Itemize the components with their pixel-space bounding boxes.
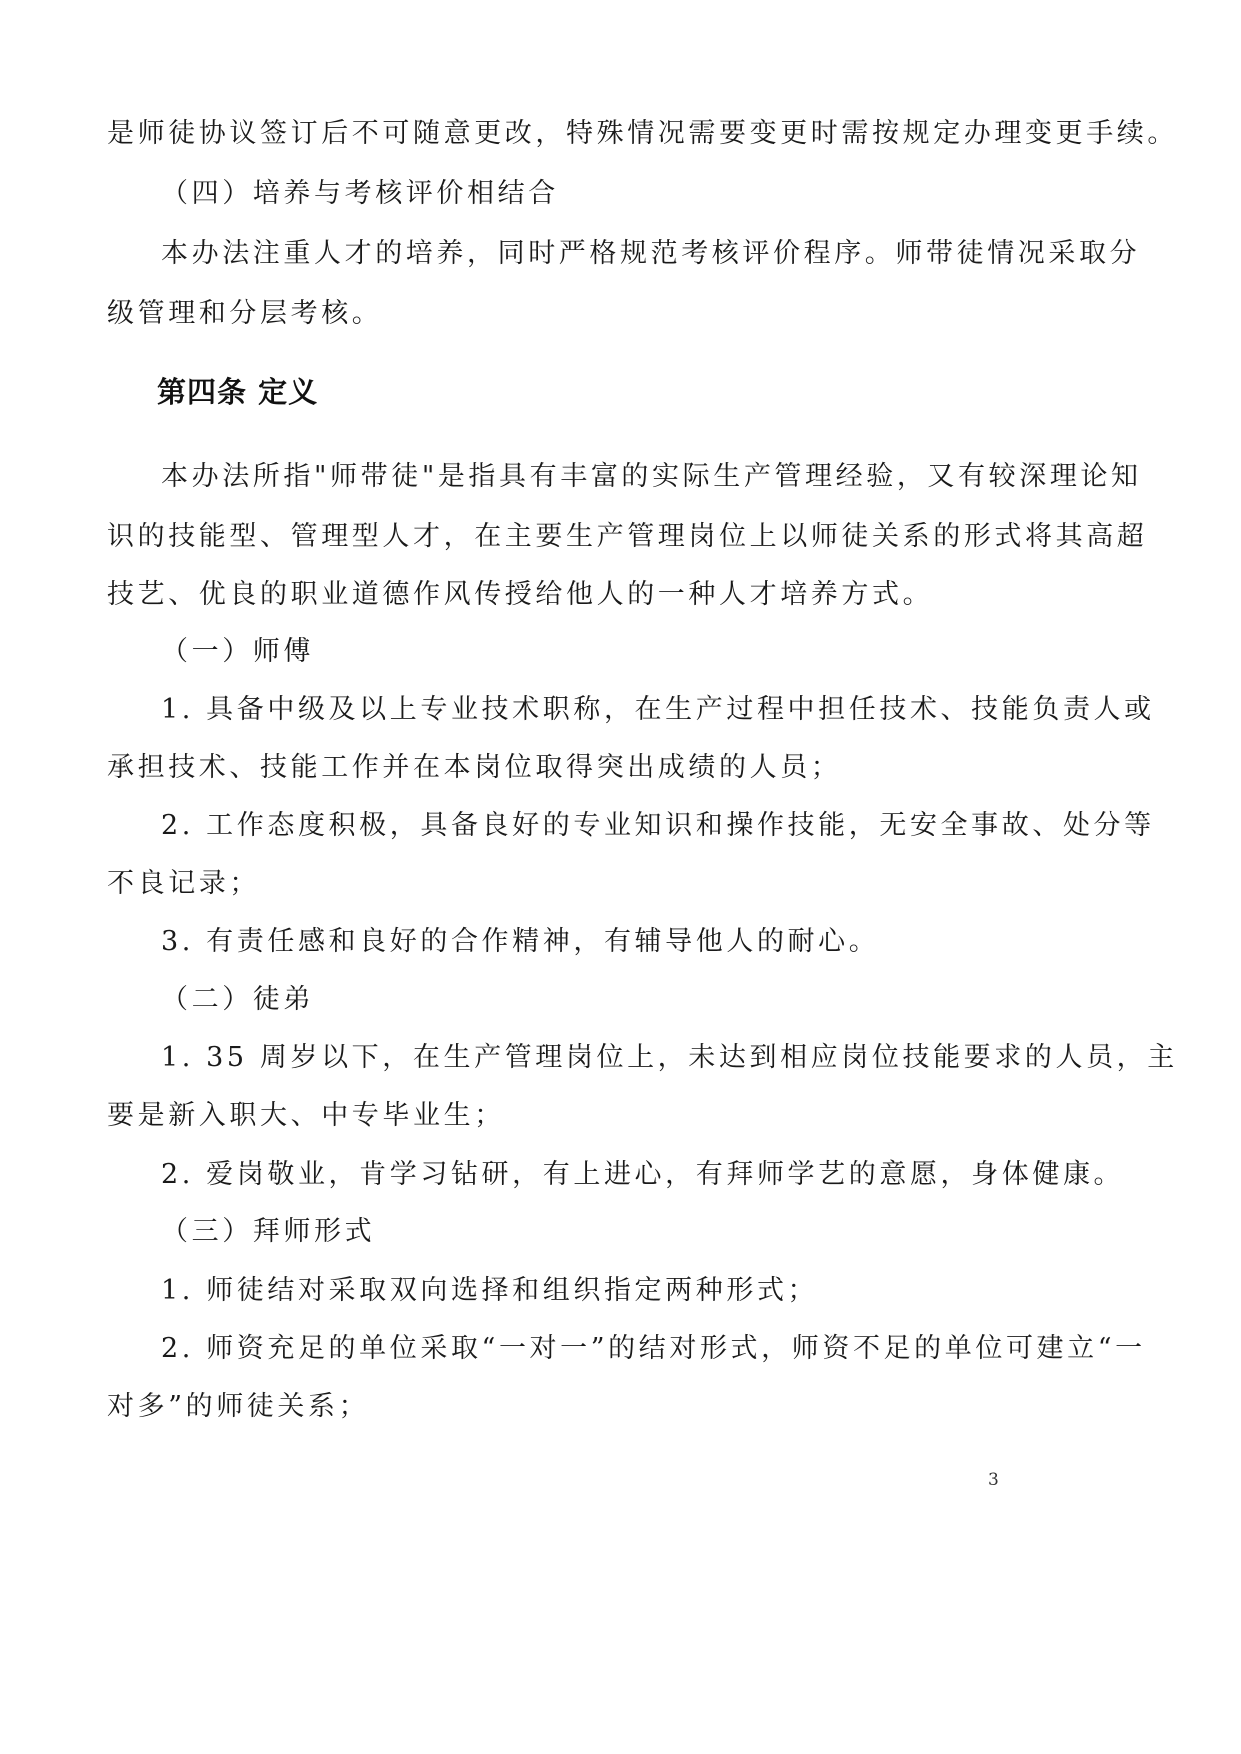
- paragraph-line: 技艺、优良的职业道德作风传授给他人的一种人才培养方式。: [107, 579, 934, 610]
- paragraph-line: 1. 师徒结对采取双向选择和组织指定两种形式；: [161, 1275, 819, 1306]
- article-heading: 第四条 定义: [157, 375, 319, 409]
- paragraph-line: 3. 有责任感和良好的合作精神，有辅导他人的耐心。: [161, 926, 880, 957]
- paragraph-line: 1. 35 周岁以下，在生产管理岗位上，未达到相应岗位技能要求的人员，主: [161, 1042, 1178, 1073]
- section-subheading: （三）拜师形式: [161, 1216, 376, 1247]
- section-subheading: （二）徒弟: [161, 984, 314, 1015]
- paragraph-line: 2. 工作态度积极，具备良好的专业知识和操作技能，无安全事故、处分等: [161, 810, 1155, 841]
- paragraph-line: 级管理和分层考核。: [107, 298, 383, 329]
- paragraph-line: 对多”的师徒关系；: [107, 1391, 370, 1422]
- section-subheading: （一）师傅: [161, 636, 314, 667]
- paragraph-line: 1. 具备中级及以上专业技术职称，在生产过程中担任技术、技能负责人或: [161, 694, 1155, 725]
- section-subheading: （四）培养与考核评价相结合: [161, 178, 559, 209]
- paragraph-line: 识的技能型、管理型人才，在主要生产管理岗位上以师徒关系的形式将其高超: [107, 521, 1148, 552]
- paragraph-line: 本办法注重人才的培养，同时严格规范考核评价程序。师带徒情况采取分: [161, 238, 1141, 269]
- paragraph-line: 承担技术、技能工作并在本岗位取得突出成绩的人员；: [107, 752, 842, 783]
- paragraph-line: 是师徒协议签订后不可随意更改，特殊情况需要变更时需按规定办理变更手续。: [107, 118, 1178, 149]
- paragraph-line: 不良记录；: [107, 868, 260, 899]
- paragraph-line: 2. 师资充足的单位采取“一对一”的结对形式，师资不足的单位可建立“一: [161, 1333, 1146, 1364]
- page-number: 3: [988, 1470, 999, 1490]
- paragraph-line: 本办法所指"师带徒"是指具有丰富的实际生产管理经验，又有较深理论知: [161, 461, 1142, 492]
- paragraph-line: 要是新入职大、中专毕业生；: [107, 1100, 505, 1131]
- paragraph-line: 2. 爱岗敬业，肯学习钻研，有上进心，有拜师学艺的意愿，身体健康。: [161, 1159, 1125, 1190]
